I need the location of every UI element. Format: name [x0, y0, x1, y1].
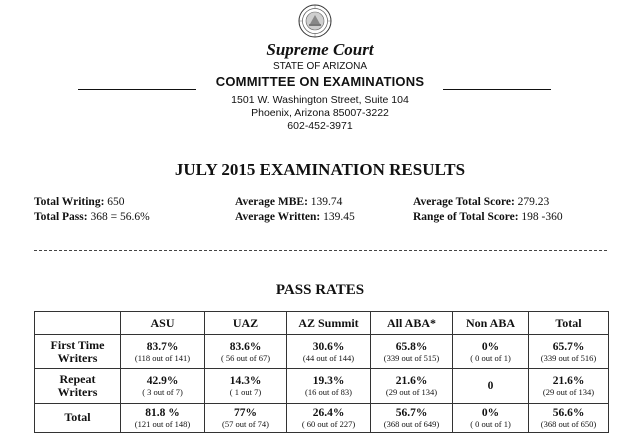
table-cell	[287, 369, 371, 403]
pass-rates-title: PASS RATES	[275, 282, 365, 298]
phone-number: 602-452-3971	[287, 120, 353, 132]
row-header	[35, 369, 121, 403]
stat-total-writing	[34, 196, 125, 208]
cell-fraction: (16 out of 83)	[305, 387, 352, 398]
stat-total-writing-label: Total Writing:	[34, 196, 105, 208]
table-cell	[205, 335, 287, 369]
cell-fraction: (118 out of 141)	[134, 352, 191, 363]
header-rule-left	[78, 89, 196, 90]
cell-fraction: (121 out of 148)	[134, 418, 191, 429]
cell-percent: 65.8%	[395, 340, 428, 353]
column-header: ASU	[121, 312, 205, 335]
cell-percent: 0%	[481, 340, 500, 353]
stat-range-total-score	[413, 211, 563, 223]
table-cell	[371, 403, 453, 432]
stat-average-mbe	[235, 196, 342, 208]
stat-total-pass-value: 368 = 56.6%	[90, 211, 150, 223]
cell-percent: 19.3%	[312, 375, 345, 388]
cell-percent: 14.3%	[229, 375, 262, 388]
cell-fraction: ( 1 out 7)	[229, 387, 262, 398]
table-cell	[205, 403, 287, 432]
table-cell	[371, 369, 453, 403]
stat-average-written-value: 139.45	[323, 211, 355, 223]
cell-fraction: (339 out of 515)	[383, 352, 440, 363]
stat-range-total-score-label: Range of Total Score:	[413, 211, 519, 223]
column-header: All ABA*	[371, 312, 453, 335]
address-line-2: Phoenix, Arizona 85007-3222	[251, 107, 389, 119]
cell-percent: 0	[487, 380, 494, 393]
table-cell	[287, 335, 371, 369]
row-header-line1: Repeat	[59, 372, 96, 387]
row-header	[35, 403, 121, 432]
stat-average-total-score	[413, 196, 549, 208]
table-cell	[529, 369, 609, 403]
table-cell	[371, 335, 453, 369]
row-header	[35, 335, 121, 369]
stat-average-written	[235, 211, 355, 223]
stat-average-mbe-value: 139.74	[310, 196, 343, 208]
stat-average-total-score-value: 279.23	[517, 196, 550, 208]
header-rule-right	[443, 89, 551, 90]
cell-percent: 56.7%	[395, 406, 428, 419]
cell-percent: 77%	[234, 406, 257, 419]
stat-total-writing-value: 650	[107, 196, 125, 208]
cell-fraction: ( 56 out of 67)	[220, 352, 271, 363]
court-seal-icon	[298, 4, 332, 38]
stat-total-pass	[34, 211, 150, 223]
stat-total-pass-label: Total Pass:	[34, 211, 88, 223]
cell-percent: 21.6%	[552, 375, 585, 388]
table-cell	[453, 335, 529, 369]
cell-fraction: ( 0 out of 1)	[470, 352, 511, 363]
cell-percent: 83.6%	[229, 340, 262, 353]
cell-percent: 21.6%	[395, 375, 428, 388]
column-header: Non ABA	[453, 312, 529, 335]
cell-fraction: (29 out of 134)	[385, 387, 438, 398]
page-title: JULY 2015 EXAMINATION RESULTS	[174, 160, 466, 179]
table-cell	[453, 369, 529, 403]
cell-percent: 56.6%	[552, 406, 585, 419]
cell-fraction: ( 0 out of 1)	[470, 418, 511, 429]
address-line-1: 1501 W. Washington Street, Suite 104	[231, 94, 409, 106]
cell-fraction: (29 out of 134)	[542, 387, 595, 398]
section-divider	[34, 250, 607, 251]
table-row-total	[35, 403, 609, 432]
stat-average-mbe-label: Average MBE:	[235, 196, 308, 208]
table-cell	[453, 403, 529, 432]
cell-percent: 42.9%	[146, 375, 179, 388]
committee-name: COMMITTEE ON EXAMINATIONS	[215, 74, 425, 89]
cell-fraction: ( 60 out of 227)	[301, 418, 356, 429]
cell-percent: 26.4%	[312, 406, 345, 419]
stat-average-written-label: Average Written:	[235, 211, 321, 223]
cell-percent: 30.6%	[312, 340, 345, 353]
row-header-line2: Writers	[57, 385, 98, 400]
table-cell	[121, 403, 205, 432]
state-name: STATE OF ARIZONA	[272, 61, 368, 72]
cell-fraction: (339 out of 516)	[540, 352, 597, 363]
stat-range-total-score-value: 198 -360	[521, 211, 563, 223]
cell-fraction: ( 3 out of 7)	[142, 387, 183, 398]
pass-rates-table	[34, 311, 609, 433]
column-header: Total	[529, 312, 609, 335]
row-header-line1: Total	[64, 410, 91, 425]
cell-fraction: (368 out of 650)	[540, 418, 597, 429]
table-cell	[287, 403, 371, 432]
stat-average-total-score-label: Average Total Score:	[413, 196, 515, 208]
table-cell	[529, 403, 609, 432]
column-header: AZ Summit	[287, 312, 371, 335]
row-header-line1: First Time	[50, 337, 105, 352]
cell-percent: 65.7%	[552, 340, 585, 353]
cell-fraction: (368 out of 649)	[383, 418, 440, 429]
cell-percent: 81.8 %	[145, 406, 180, 419]
table-cell	[121, 369, 205, 403]
cell-percent: 83.7%	[146, 340, 179, 353]
row-header-line2: Writers	[57, 350, 98, 365]
court-name: Supreme Court	[266, 40, 374, 59]
cell-fraction: (57 out of 74)	[222, 418, 269, 429]
table-cell	[121, 335, 205, 369]
table-row-first-time	[35, 335, 609, 369]
table-row-repeat	[35, 369, 609, 403]
table-header-row	[35, 312, 609, 335]
cell-fraction: (44 out of 144)	[302, 352, 355, 363]
table-cell	[529, 335, 609, 369]
column-header: UAZ	[205, 312, 287, 335]
cell-percent: 0%	[481, 406, 500, 419]
table-corner-cell	[35, 312, 121, 335]
table-cell	[205, 369, 287, 403]
